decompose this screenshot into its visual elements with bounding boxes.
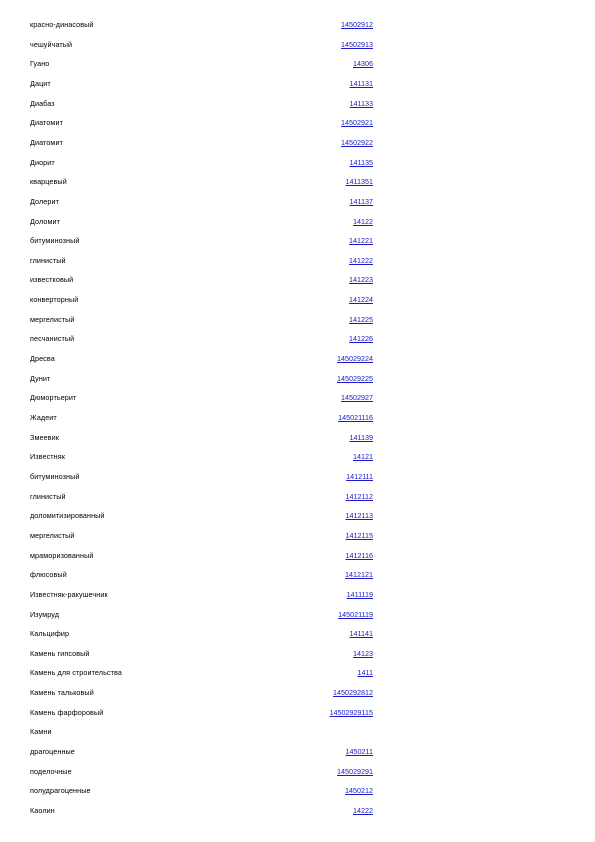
index-row: [0, 627, 595, 641]
index-term: Дунит: [30, 373, 51, 383]
index-term: Змеевик: [30, 432, 59, 442]
index-row: [0, 234, 595, 248]
index-row: [0, 470, 595, 484]
code-link[interactable]: 1412113: [345, 511, 373, 521]
index-term: песчанистый: [30, 334, 75, 344]
index-term: Диабаз: [30, 98, 55, 108]
index-row: [0, 18, 595, 32]
index-row: [0, 549, 595, 563]
code-link[interactable]: 1450211: [345, 747, 373, 757]
index-term: Известняк-ракушечник: [30, 589, 108, 599]
index-row: [0, 293, 595, 307]
code-link[interactable]: 141225: [349, 314, 373, 324]
index-term: Диорит: [30, 157, 55, 167]
code-link[interactable]: 1450292812: [333, 688, 373, 698]
index-term: Камень фарфоровый: [30, 707, 104, 717]
index-term: поделочные: [30, 766, 72, 776]
index-row: [0, 77, 595, 91]
code-link[interactable]: 1412121: [345, 570, 373, 580]
index-row: [0, 745, 595, 759]
code-link[interactable]: 141131: [349, 78, 373, 88]
index-row: [0, 136, 595, 150]
index-row: [0, 666, 595, 680]
index-term: Кальцифир: [30, 629, 70, 639]
index-term: Дацит: [30, 78, 51, 88]
code-link[interactable]: 141226: [349, 334, 373, 344]
code-link[interactable]: 141221: [349, 236, 373, 246]
index-row: [0, 608, 595, 622]
index-row: [0, 686, 595, 700]
code-link[interactable]: 141224: [349, 295, 373, 305]
index-term: мергелистый: [30, 314, 75, 324]
index-term: Камень тальковый: [30, 688, 94, 698]
index-term: битуминозный: [30, 236, 80, 246]
code-link[interactable]: 1412111: [346, 471, 373, 481]
code-link[interactable]: 14306: [353, 59, 373, 69]
index-term: красно-динасовый: [30, 20, 94, 29]
index-term: Доломит: [30, 216, 61, 226]
code-link[interactable]: 14502929115: [329, 707, 373, 717]
code-link[interactable]: 141222: [349, 255, 373, 265]
index-row: [0, 372, 595, 386]
index-term: полудрагоценные: [30, 786, 91, 796]
index-term: Дюмортьерит: [30, 393, 77, 403]
code-link[interactable]: 141135: [349, 157, 373, 167]
index-term: глинистый: [30, 255, 66, 265]
index-term: известковый: [30, 275, 74, 285]
index-row: [0, 156, 595, 170]
index-term: мергелистый: [30, 530, 75, 540]
index-row: [0, 195, 595, 209]
index-row: [0, 647, 595, 661]
index-term: Каолин: [30, 806, 55, 815]
index-row: [0, 490, 595, 504]
index-term: Камень для строительства: [30, 668, 122, 678]
index-term: Диатомит: [30, 137, 63, 147]
index-term: Долерит: [30, 196, 59, 206]
index-row: [0, 254, 595, 268]
index-term: Камень гипсовый: [30, 648, 90, 658]
index-row: [0, 38, 595, 52]
index-row: [0, 332, 595, 346]
index-row: [0, 588, 595, 602]
index-row: [0, 411, 595, 425]
index-term: битуминозный: [30, 471, 80, 481]
code-link[interactable]: 145029224: [337, 354, 373, 364]
index-row: [0, 313, 595, 327]
index-term: Жадеит: [30, 413, 57, 422]
code-link[interactable]: 141133: [349, 98, 373, 108]
code-link[interactable]: 1411: [357, 668, 373, 678]
index-term: глинистый: [30, 491, 66, 501]
index-term: драгоценные: [30, 747, 75, 757]
code-link[interactable]: 1450212: [345, 786, 373, 796]
code-link[interactable]: 1411119: [346, 589, 373, 599]
index-term: флюсовый: [30, 570, 67, 580]
index-term: конверторный: [30, 295, 79, 305]
index-row: [0, 116, 595, 130]
code-link[interactable]: 145029225: [337, 373, 373, 383]
code-link[interactable]: 1411351: [345, 177, 373, 187]
index-row: [0, 804, 595, 818]
index-row: [0, 352, 595, 366]
index-row: [0, 57, 595, 71]
index-term: кварцевый: [30, 177, 67, 187]
code-link[interactable]: 141139: [349, 432, 373, 442]
index-row: [0, 706, 595, 720]
code-link[interactable]: 14122: [353, 216, 373, 226]
code-link[interactable]: 14222: [353, 806, 373, 815]
code-link[interactable]: 141223: [349, 275, 373, 285]
index-term: Изумруд: [30, 609, 59, 619]
code-link[interactable]: 1412116: [345, 550, 373, 560]
index-row: [0, 175, 595, 189]
code-link[interactable]: 14502913: [341, 39, 373, 49]
index-term: доломитизированный: [30, 511, 105, 521]
index-term: Диатомит: [30, 118, 63, 128]
index-row: [0, 509, 595, 523]
index-row: [0, 431, 595, 445]
index-term: чешуйчатый: [30, 39, 73, 49]
index-term: мраморизованный: [30, 550, 94, 560]
code-link[interactable]: 145021119: [338, 609, 373, 619]
code-link[interactable]: 14502921: [341, 118, 373, 128]
index-row: [0, 450, 595, 464]
index-term: Камни: [30, 727, 52, 737]
index-term: Гуано: [30, 59, 50, 69]
code-link[interactable]: 14502912: [341, 20, 373, 29]
code-link[interactable]: 14123: [353, 648, 373, 658]
index-row: [0, 529, 595, 543]
index-term: Дресва: [30, 354, 55, 364]
index-row: [0, 784, 595, 798]
code-link[interactable]: 14502927: [341, 393, 373, 403]
index-row: [0, 215, 595, 229]
index-row: [0, 725, 595, 739]
code-link[interactable]: 14121: [353, 452, 373, 462]
code-link[interactable]: 14502922: [341, 137, 373, 147]
code-link[interactable]: 1412112: [345, 491, 373, 501]
code-link[interactable]: 141137: [349, 196, 373, 206]
code-link[interactable]: 145021116: [338, 413, 373, 422]
index-row: [0, 391, 595, 405]
index-row: [0, 568, 595, 582]
code-link[interactable]: 141141: [349, 629, 373, 639]
code-link[interactable]: 145029291: [337, 766, 373, 776]
index-row: [0, 273, 595, 287]
index-row: [0, 765, 595, 779]
index-term: Известняк: [30, 452, 65, 462]
index-row: [0, 97, 595, 111]
code-link[interactable]: 1412115: [345, 530, 373, 540]
